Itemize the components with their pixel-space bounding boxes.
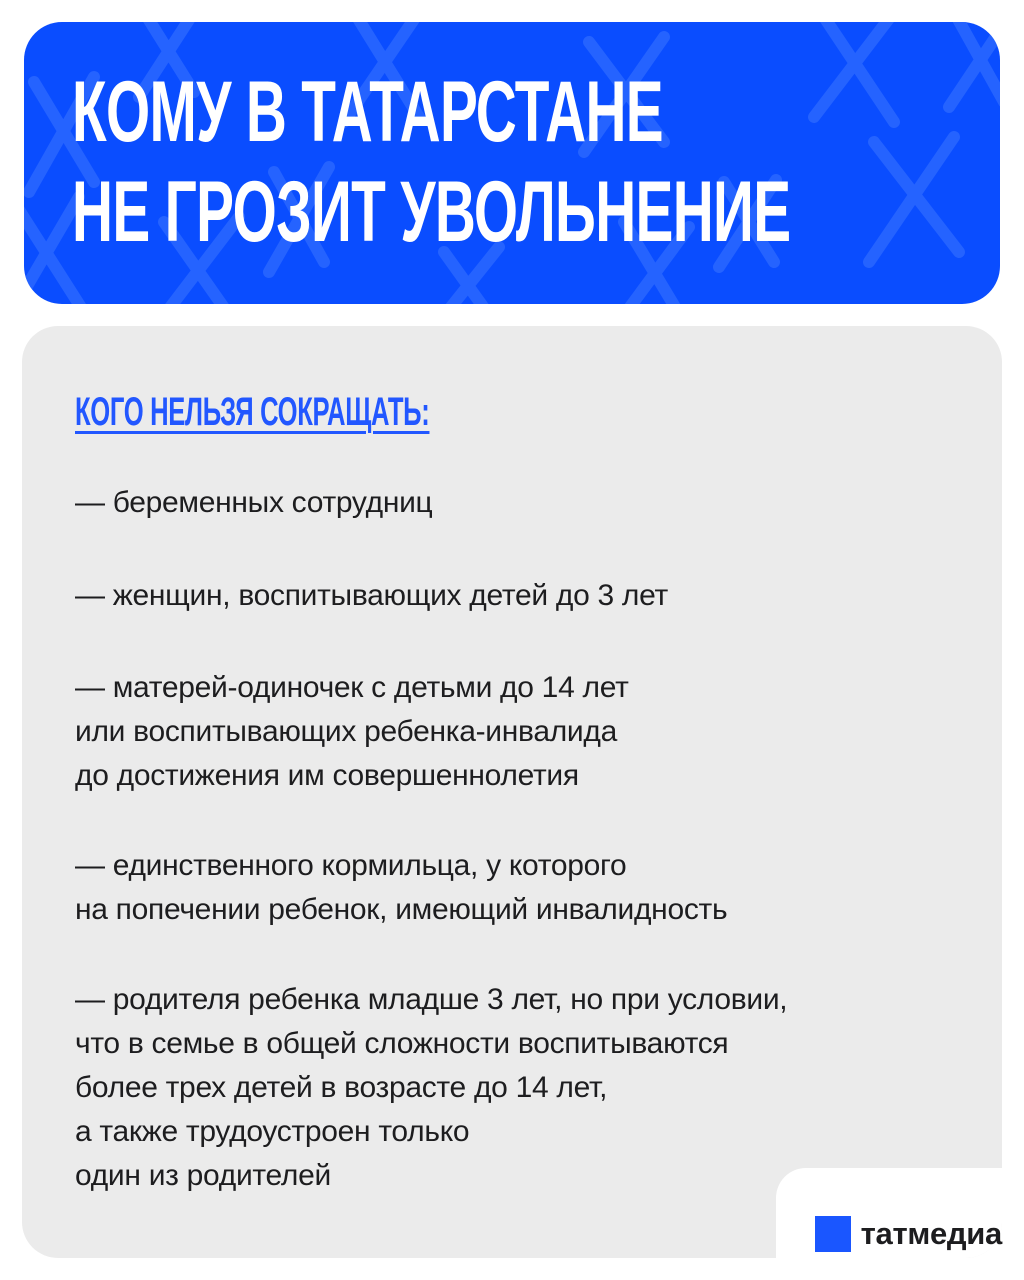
list-item-line: один из родителей bbox=[75, 1159, 331, 1192]
title-line-2: НЕ ГРОЗИТ УВОЛЬНЕНИЕ bbox=[72, 164, 791, 260]
list-item bbox=[75, 978, 787, 1198]
square-logo-icon bbox=[815, 1216, 851, 1252]
title-line-1: КОМУ В ТАТАРСТАНЕ bbox=[72, 64, 663, 160]
list-item-line: — единственного кормильца, у которого bbox=[75, 849, 627, 882]
header-banner bbox=[24, 22, 1000, 304]
list-item bbox=[75, 574, 668, 618]
brand-logo bbox=[815, 1216, 1002, 1252]
list-item bbox=[75, 666, 629, 798]
section-subtitle: КОГО НЕЛЬЗЯ СОКРАЩАТЬ: bbox=[75, 390, 430, 434]
list-item-line: — женщин, воспитывающих детей до 3 лет bbox=[75, 579, 668, 612]
list-item-line: до достижения им совершеннолетия bbox=[75, 759, 579, 792]
page-title bbox=[72, 62, 790, 262]
list-item-line: — родителя ребенка младше 3 лет, но при условии, bbox=[75, 983, 788, 1016]
list-item-line: более трех детей в возрасте до 14 лет, bbox=[75, 1071, 608, 1104]
list-item-line: — беременных сотрудниц bbox=[75, 486, 433, 519]
list-item bbox=[75, 844, 727, 932]
list-item-line: а также трудоустроен только bbox=[75, 1115, 470, 1148]
list-item-line: на попечении ребенок, имеющий инвалидность bbox=[75, 893, 728, 926]
list-item-line: что в семье в общей сложности воспитываются bbox=[75, 1027, 729, 1060]
list-item-line: или воспитывающих ребенка-инвалида bbox=[75, 715, 617, 748]
list-item bbox=[75, 481, 432, 525]
list-item-line: — матерей-одиночек с детьми до 14 лет bbox=[75, 671, 629, 704]
brand-name: татмедиа bbox=[860, 1216, 1002, 1251]
content-card bbox=[22, 326, 1002, 1258]
